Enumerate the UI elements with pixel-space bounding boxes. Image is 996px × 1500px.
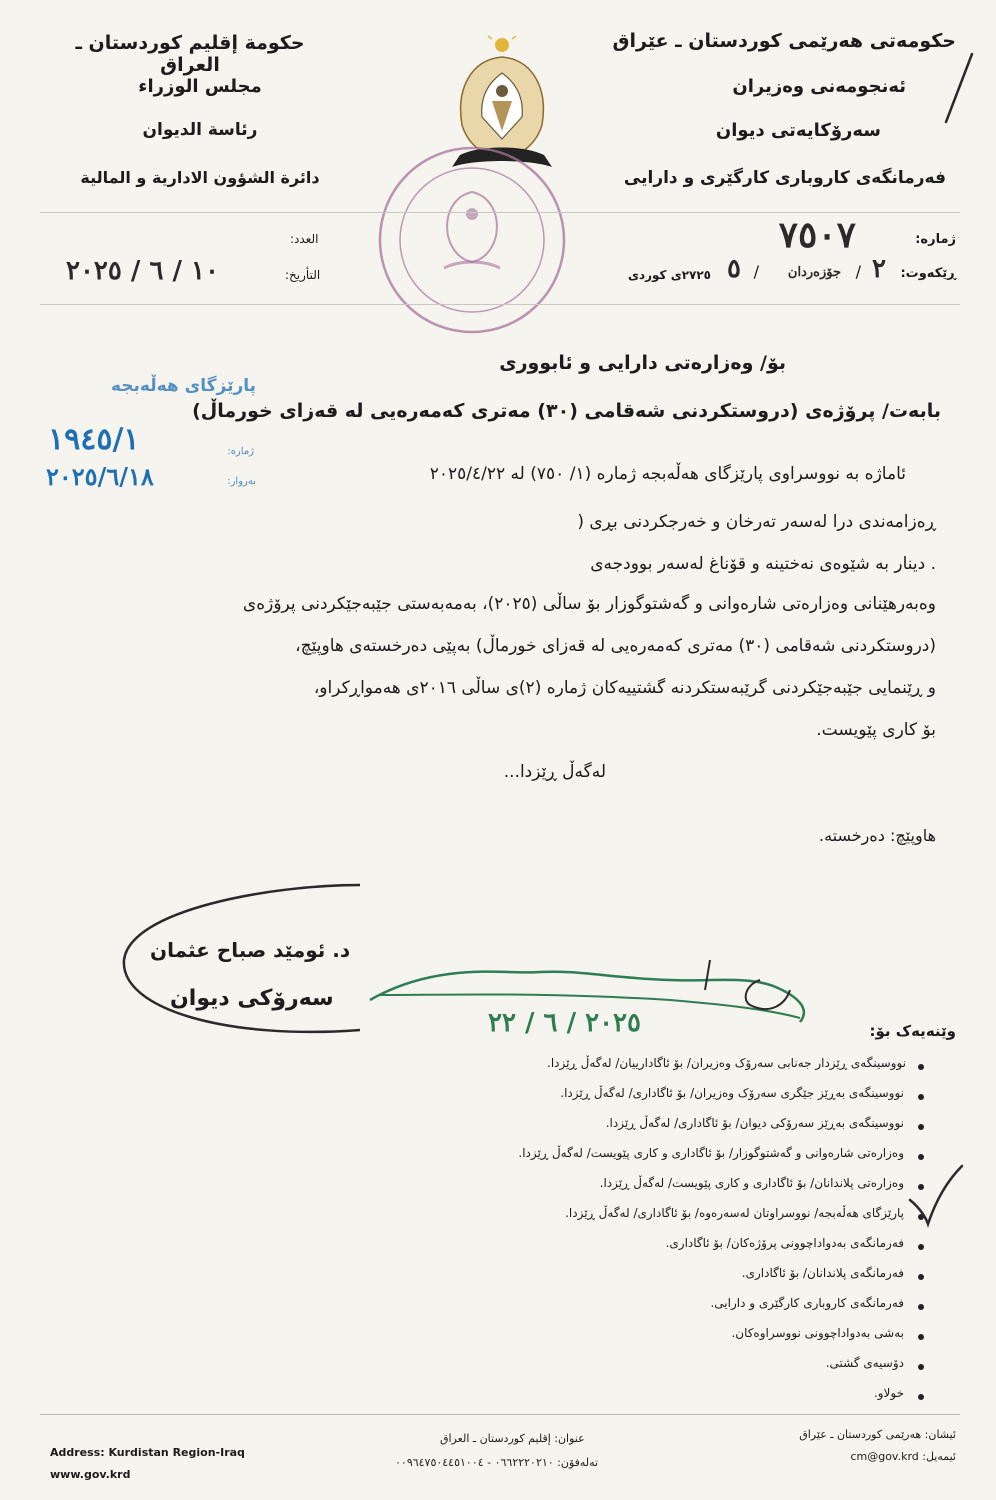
round-seal-stamp (372, 140, 572, 340)
footer-phone: تەلەفۆن: ٠٦٦٢٢٢٠٢١٠ - ٠٠٩٦٤٧٥٠٤٤٥١٠٠٤ (395, 1456, 599, 1469)
handwritten-signature (110, 860, 830, 1080)
cc-item: نووسینگەی بەڕێز سەرۆکی دیوان/ بۆ ئاگاداری/ لەگەڵ ڕێزدا. (605, 1116, 904, 1130)
paragraph-line-3: . دینار بە شێوەی نەختینە و قۆناغ لەسەر بوودجەی (590, 554, 936, 574)
incoming-stamp-date-label: بەروار: (227, 476, 256, 487)
cc-bullet (918, 1274, 924, 1280)
letter-subject: بابەت/ پرۆژەی (دروستکردنی شەقامی (٣٠) مەتری کەمەرەیی لە قەزای خورماڵ) (192, 400, 941, 422)
cc-item: فەرمانگەی کاروباری کارگێری و دارایی. (710, 1296, 904, 1310)
signature-date: ٢٠٢٥ / ٦ / ٢٢ (488, 1008, 641, 1038)
reference-date-label: ڕێکەوت: (900, 266, 956, 281)
cc-item: وەزارەتی پلاندانان/ بۆ ئاگاداری و کاری پێویست/ لەگەڵ ڕێزدا. (599, 1176, 904, 1190)
paragraph-line-1: ئاماژە بە نووسراوی پارێزگای هەڵەبجە ژمارە (١/ ٧٥٠) لە ٢٠٢٥/٤/٢٢ (429, 464, 906, 484)
cc-bullet (918, 1244, 924, 1250)
arabic-number-label: العدد: (290, 232, 319, 246)
cc-item: خولاو. (873, 1386, 904, 1400)
reference-number-value: ٧٥٠٧ (778, 214, 856, 256)
kurdish-gov-name: حکومەتی هەرێمی کوردستان ـ عێراق (612, 30, 956, 52)
signatory-title: سەرۆکی دیوان (170, 986, 334, 1011)
arabic-gov-name: حكومة إقليم كوردستان ـ العراق (75, 32, 305, 76)
reference-date-sep-2: / (753, 262, 759, 281)
footer-english-address: Address: Kurdistan Region-Iraq (50, 1446, 245, 1459)
incoming-stamp-number-label: ژمارە: (227, 446, 254, 457)
footer-website: www.gov.krd (50, 1468, 131, 1481)
incoming-stamp-number-value: ١٩٤٥/١ (48, 422, 140, 457)
cc-item: نووسینگەی ڕێزدار جەنابی سەرۆک وەزیران/ بۆ ئاگادارییان/ لەگەڵ ڕێزدا. (547, 1056, 906, 1070)
reference-number-label: ژمارە: (915, 232, 956, 247)
paragraph-line-4: وەبەرهێنانی وەزارەتی شارەوانی و گەشتوگوزار بۆ ساڵی (٢٠٢٥)، بەمەبەستی جێبەجێکردنی پرۆژەی (242, 594, 936, 614)
footer-email: ئیمەیل: cm@gov.krd (850, 1450, 956, 1463)
paragraph-line-2: ڕەزامەندی درا لەسەر تەرخان و خەرجکردنی بڕی ( (577, 512, 936, 532)
closing-regards: لەگەڵ ڕێزدا... (503, 762, 606, 782)
paragraph-line-5: (دروستکردنی شەقامی (٣٠) مەتری کەمەرەیی لە قەزای خورماڵ) بەپێی دەرخستەی هاوپێچ، (295, 636, 936, 656)
cc-item: پارێزگای هەڵەبجە/ نووسراوتان لەسەرەوە/ بۆ ئاگاداری/ لەگەڵ ڕێزدا. (565, 1206, 904, 1220)
cc-item: بەشی بەدواداچوونی نووسراوەکان. (731, 1326, 904, 1340)
reference-date-day: ٢ (872, 254, 886, 284)
cc-item: دۆسیەی گشتی. (825, 1356, 904, 1370)
handwritten-checkmark (906, 1160, 966, 1230)
cc-item: فەرمانگەی پلاندانان/ بۆ ئاگاداری. (741, 1266, 904, 1280)
kurdish-department: فەرمانگەی کاروباری کارگێری و دارایی (623, 168, 946, 188)
paragraph-line-6: و ڕێنمایی جێبەجێکردنی گرێبەستکردنە گشتییەکان ژمارە (٢)ی ساڵی ٢٠١٦ی هەمواڕکراو، (313, 678, 936, 698)
header-divider (40, 212, 960, 213)
cc-item: نووسینگەی بەڕێز جێگری سەرۆک وەزیران/ بۆ ئاگاداری/ لەگەڵ ڕێزدا. (560, 1086, 904, 1100)
arabic-date-value: ١٠ / ٦ / ٢٠٢٥ (66, 256, 219, 286)
handwritten-mark (932, 48, 982, 128)
reference-date-sep-1: / (855, 262, 861, 281)
cc-title: وێنەیەک بۆ: (869, 1022, 956, 1040)
incoming-stamp-date-value: ٢٠٢٥/٦/١٨ (46, 462, 154, 491)
attachment-note: هاوپێچ: دەرخستە. (818, 826, 936, 845)
footer-kurdish-address: ئیشان: هەرێمی کوردستان ـ عێراق (799, 1428, 956, 1441)
letter-recipient: بۆ/ وەزارەتی دارایی و ئابووری (499, 352, 786, 374)
cc-item: وەزارەتی شارەوانی و گەشتوگوزار/ بۆ ئاگاداری و کاری پێویست/ لەگەڵ ڕێزدا. (518, 1146, 904, 1160)
arabic-council: مجلس الوزراء (138, 76, 262, 97)
arabic-department: دائرة الشؤون الادارية و المالية (80, 168, 320, 187)
cc-bullet (918, 1334, 924, 1340)
cc-bullet (918, 1304, 924, 1310)
incoming-stamp-title: پارێزگای هەڵەبجە (110, 376, 256, 396)
reference-date-month: جۆزەردان (787, 265, 841, 280)
cc-bullet (918, 1094, 924, 1100)
cc-bullet (918, 1064, 924, 1070)
reference-date-num: ٥ (727, 254, 741, 284)
paragraph-line-7: بۆ کاری پێویست. (816, 720, 936, 740)
kurdish-presidency: سەرۆکایەتی دیوان (715, 120, 881, 141)
footer-divider (40, 1414, 960, 1415)
cc-bullet (918, 1394, 924, 1400)
signatory-name: د. ئومێد صباح عثمان (150, 938, 351, 962)
incoming-stamp (34, 370, 262, 494)
cc-item: فەرمانگەی بەدواداچوونی پرۆژەکان/ بۆ ئاگاداری. (665, 1236, 904, 1250)
arabic-presidency: رئاسة الديوان (142, 120, 258, 140)
reference-divider (40, 304, 960, 305)
footer-arabic-address: عنوان: إقليم كوردستان ـ العراق (440, 1432, 585, 1445)
cc-bullet (918, 1124, 924, 1130)
reference-date-year: ٢٧٢٥ی کوردی (627, 268, 711, 282)
cc-bullet (918, 1364, 924, 1370)
kurdish-council: ئەنجومەنی وەزیران (732, 76, 906, 97)
arabic-date-label: التأريخ: (285, 268, 321, 282)
